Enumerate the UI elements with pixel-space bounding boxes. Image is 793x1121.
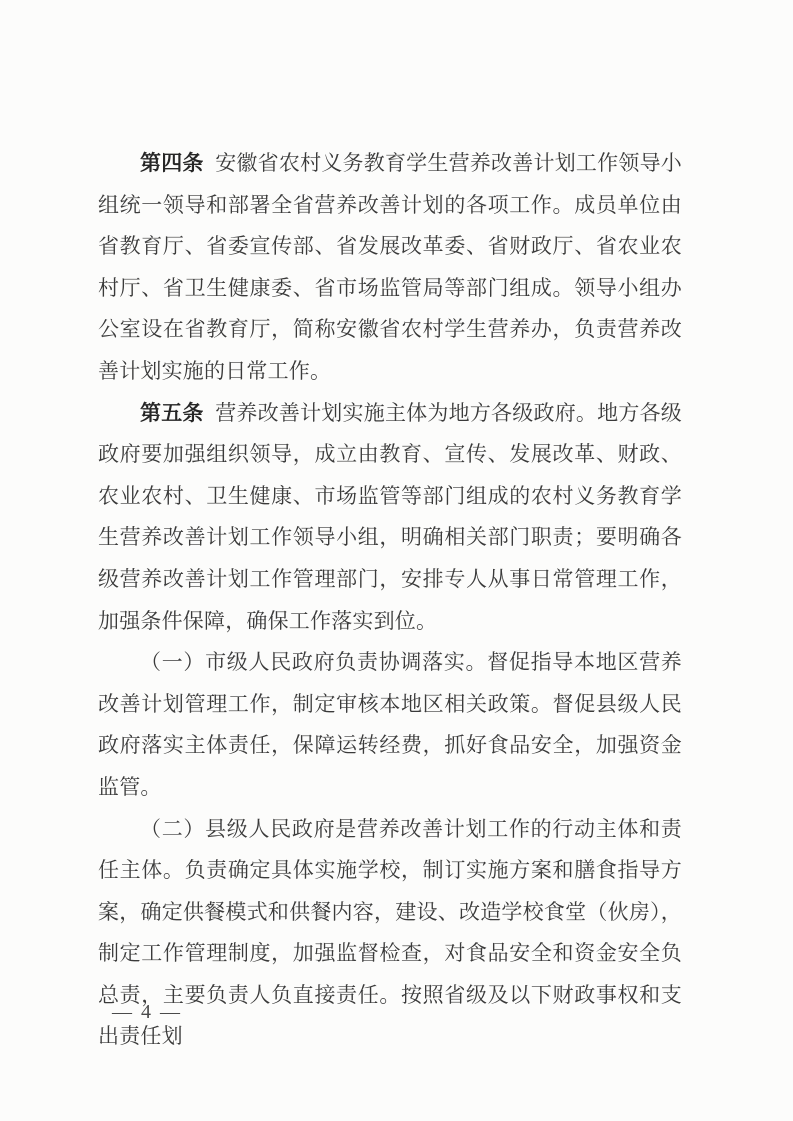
paragraph-article-4	[98, 143, 682, 393]
item-2-text: （二）县级人民政府是营养改善计划工作的行动主体和责任主体。负责确定具体实施学校，制订实施方案和膳食指导方案，确定供餐模式和供餐内容，建设、改造学校食堂（伙房），制定工作管理制度，加强监督检查，对食品安全和资金安全负总责，主要负责人负直接责任。按照省级及以下财政事权和支出责任划	[98, 816, 682, 1049]
page-footer	[112, 998, 182, 1026]
article-4-number: 第四条	[140, 151, 204, 175]
paragraph-item-2	[98, 809, 682, 1059]
page-number: — 4 —	[112, 1001, 182, 1023]
item-1-text: （一）市级人民政府负责协调落实。督促指导本地区营养改善计划管理工作，制定审核本地区相关政策。督促县级人民政府落实主体责任，保障运转经费，抓好食品安全，加强资金监管。	[98, 650, 682, 799]
document-body	[98, 143, 682, 1058]
paragraph-article-5	[98, 393, 682, 643]
article-4-text: 安徽省农村义务教育学生营养改善计划工作领导小组统一领导和部署全省营养改善计划的各项工作。成员单位由省教育厅、省委宣传部、省发展改革委、省财政厅、省农业农村厅、省卫生健康委、省市场监管局等部门组成。领导小组办公室设在省教育厅，简称安徽省农村学生营养办，负责营养改善计划实施的日常工作。	[98, 151, 682, 383]
article-5-text: 营养改善计划实施主体为地方各级政府。地方各级政府要加强组织领导，成立由教育、宣传、发展改革、财政、农业农村、卫生健康、市场监管等部门组成的农村义务教育学生营养改善计划工作领导小组，明确相关部门职责；要明确各级营养改善计划工作管理部门，安排专人从事日常管理工作，加强条件保障，确保工作落实到位。	[98, 400, 682, 633]
article-5-number: 第五条	[140, 400, 204, 425]
paragraph-item-1	[98, 642, 682, 808]
